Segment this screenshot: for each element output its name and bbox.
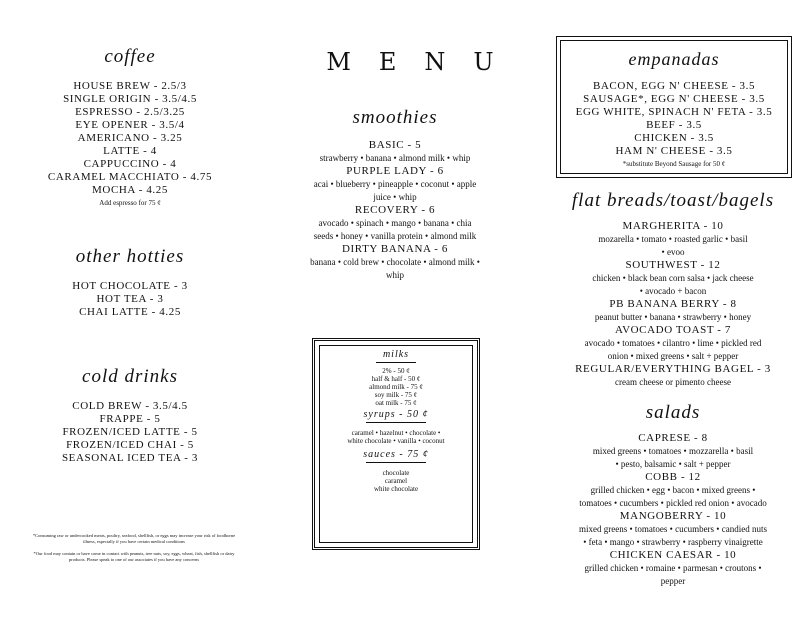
salad-name: COBB - 12 xyxy=(645,471,701,483)
empanada-item: HAM N' CHEESE - 3.5 xyxy=(615,145,733,157)
smoothie-desc: juice • whip xyxy=(373,192,417,202)
flatbread-item xyxy=(556,324,790,363)
empanada-item: CHICKEN - 3.5 xyxy=(634,132,714,144)
smoothie-item xyxy=(287,165,503,204)
cold-drinks-heading: cold drinks xyxy=(82,366,178,387)
coffee-item: LATTE - 4 xyxy=(103,145,157,157)
coffee-item: AMERICANO - 3.25 xyxy=(77,132,183,144)
salad-desc: • feta • mango • strawberry • raspberry vinaigrette xyxy=(583,537,763,547)
syrups-rule xyxy=(366,422,426,423)
syrups-heading: syrups - 50 ¢ xyxy=(363,409,429,420)
smoothie-item xyxy=(287,139,503,165)
sauce-option: white chocolate xyxy=(373,485,419,493)
coffee-item: CARAMEL MACCHIATO - 4.75 xyxy=(47,171,213,183)
salad-name: CHICKEN CAESAR - 10 xyxy=(609,549,737,561)
extras-box xyxy=(312,338,480,550)
smoothie-name: DIRTY BANANA - 6 xyxy=(341,243,448,255)
salad-desc: grilled chicken • egg • bacon • mixed greens • xyxy=(590,485,756,495)
cold-drink-item: FRAPPE - 5 xyxy=(99,413,161,425)
flatbread-desc: onion • mixed greens • salt + pepper xyxy=(607,351,739,361)
flatbreads-section xyxy=(556,190,790,389)
sauce-option: chocolate xyxy=(382,469,410,477)
sauce-option: caramel xyxy=(384,477,408,485)
cold-drink-item: FROZEN/ICED LATTE - 5 xyxy=(62,426,198,438)
cold-drink-item: FROZEN/ICED CHAI - 5 xyxy=(66,439,194,451)
smoothie-desc: banana • cold brew • chocolate • almond milk • xyxy=(310,257,480,267)
smoothies-section xyxy=(287,107,503,282)
syrup-line: caramel • hazelnut • chocolate • xyxy=(351,429,441,437)
flatbread-item xyxy=(556,259,790,298)
coffee-section xyxy=(20,46,240,207)
coffee-item: HOUSE BREW - 2.5/3 xyxy=(73,80,187,92)
coffee-note: Add espresso for 75 ¢ xyxy=(99,199,161,207)
sauces-list xyxy=(315,469,477,493)
salad-desc: mixed greens • tomatoes • mozzarella • basil xyxy=(592,446,754,456)
flatbread-item xyxy=(556,298,790,324)
salad-desc: pepper xyxy=(660,576,686,586)
flatbread-name: SOUTHWEST - 12 xyxy=(625,259,721,271)
coffee-item: ESPRESSO - 2.5/3.25 xyxy=(75,106,185,118)
flatbread-item xyxy=(556,220,790,259)
salads-section xyxy=(556,402,790,588)
empanadas-inner xyxy=(560,40,788,174)
coffee-items xyxy=(20,80,240,197)
sauces-rule xyxy=(366,462,426,463)
flatbread-name: PB BANANA BERRY - 8 xyxy=(609,298,737,310)
flatbread-name: MARGHERITA - 10 xyxy=(622,220,724,232)
hotties-section xyxy=(20,246,240,319)
smoothie-name: BASIC - 5 xyxy=(368,139,422,151)
syrups-list xyxy=(315,429,477,445)
flatbread-desc: • evoo xyxy=(661,247,685,257)
smoothie-name: PURPLE LADY - 6 xyxy=(346,165,444,177)
smoothie-name: RECOVERY - 6 xyxy=(354,204,436,216)
milk-option: soy milk - 75 ¢ xyxy=(374,391,418,399)
flatbread-name: AVOCADO TOAST - 7 xyxy=(614,324,732,336)
hotties-item: CHAI LATTE - 4.25 xyxy=(79,306,181,318)
empanada-item: BEEF - 3.5 xyxy=(646,119,702,131)
coffee-heading: coffee xyxy=(104,46,156,67)
disclaimer-raw-food: *Consuming raw or undercooked meats, poultry, seafood, shellfish, or eggs may increase your risk of foodborne illness, especially if you have certain medical conditions xyxy=(32,533,236,544)
smoothie-desc: avocado • spinach • mango • banana • chia xyxy=(318,218,472,228)
sauces-heading: sauces - 75 ¢ xyxy=(363,449,429,460)
coffee-item: SINGLE ORIGIN - 3.5/4.5 xyxy=(63,93,197,105)
empanada-item: EGG WHITE, SPINACH N' FETA - 3.5 xyxy=(575,106,773,118)
cold-drinks-section xyxy=(20,366,240,465)
salad-item xyxy=(556,432,790,471)
hotties-item: HOT CHOCOLATE - 3 xyxy=(72,280,188,292)
milk-option: 2% - 50 ¢ xyxy=(382,367,410,375)
cold-drink-item: COLD BREW - 3.5/4.5 xyxy=(72,400,188,412)
flatbread-desc: avocado • tomatoes • cilantro • lime • pickled red xyxy=(584,338,762,348)
milk-option: half & half - 50 ¢ xyxy=(371,375,421,383)
syrup-line: white chocolate • vanilla • coconut xyxy=(347,437,445,445)
smoothie-item xyxy=(287,243,503,282)
milks-heading: milks xyxy=(382,349,410,360)
smoothie-desc: seeds • honey • vanilla protein • almond milk xyxy=(313,231,477,241)
hotties-item: HOT TEA - 3 xyxy=(96,293,164,305)
smoothies-heading: smoothies xyxy=(352,107,438,128)
coffee-item: EYE OPENER - 3.5/4 xyxy=(75,119,185,131)
flatbread-item xyxy=(556,363,790,389)
hotties-heading: other hotties xyxy=(75,246,185,267)
salad-item xyxy=(556,510,790,549)
smoothie-desc: strawberry • banana • almond milk • whip xyxy=(319,153,471,163)
empanada-item: SAUSAGE*, EGG N' CHEESE - 3.5 xyxy=(583,93,765,105)
smoothie-desc: whip xyxy=(386,270,404,280)
salads-heading: salads xyxy=(645,402,701,423)
salad-item xyxy=(556,471,790,510)
menu-title: MENU xyxy=(326,48,522,76)
flatbread-desc: mozarella • tomato • roasted garlic • basil xyxy=(598,234,748,244)
coffee-item: MOCHA - 4.25 xyxy=(92,184,168,196)
salad-desc: grilled chicken • romaine • parmesan • croutons • xyxy=(584,563,762,573)
flatbread-desc: cream cheese or pimento cheese xyxy=(615,377,731,387)
salad-name: CAPRESE - 8 xyxy=(638,432,708,444)
coffee-item: CAPPUCCINO - 4 xyxy=(83,158,177,170)
smoothie-item xyxy=(287,204,503,243)
milks-list xyxy=(315,367,477,407)
empanada-item: BACON, EGG N' CHEESE - 3.5 xyxy=(592,80,756,92)
empanadas-heading: empanadas xyxy=(628,49,720,69)
empanadas-box xyxy=(556,36,792,178)
flatbread-desc: peanut butter • banana • strawberry • honey xyxy=(594,312,752,322)
disclaimer-allergens: *Our food may contain or have come in contact with peanuts, tree nuts, soy, eggs, wheat, fish, shellfish or dairy products. Please speak to one of our associates if you have any concerns xyxy=(33,551,235,562)
milks-rule xyxy=(376,362,416,363)
milk-option: oat milk - 75 ¢ xyxy=(375,399,417,407)
salad-name: MANGOBERRY - 10 xyxy=(619,510,727,522)
disclaimers xyxy=(28,533,240,563)
smoothie-desc: acai • blueberry • pineapple • coconut • apple xyxy=(313,179,477,189)
cold-drink-item: SEASONAL ICED TEA - 3 xyxy=(61,452,199,464)
flatbread-name: REGULAR/EVERYTHING BAGEL - 3 xyxy=(575,363,771,375)
salad-desc: tomatoes • cucumbers • pickled red onion • avocado xyxy=(579,498,767,508)
milk-option: almond milk - 75 ¢ xyxy=(369,383,423,391)
flatbread-desc: • avocado + bacon xyxy=(639,286,707,296)
flatbreads-heading: flat breads/toast/bagels xyxy=(571,190,775,211)
flatbread-desc: chicken • black bean corn salsa • jack cheese xyxy=(592,273,754,283)
salad-desc: • pesto, balsamic • salt + pepper xyxy=(615,459,731,469)
salad-desc: mixed greens • tomatoes • cucumbers • candied nuts xyxy=(579,524,767,534)
salad-item xyxy=(556,549,790,588)
empanadas-note: *substitute Beyond Sausage for 50 ¢ xyxy=(622,160,726,168)
